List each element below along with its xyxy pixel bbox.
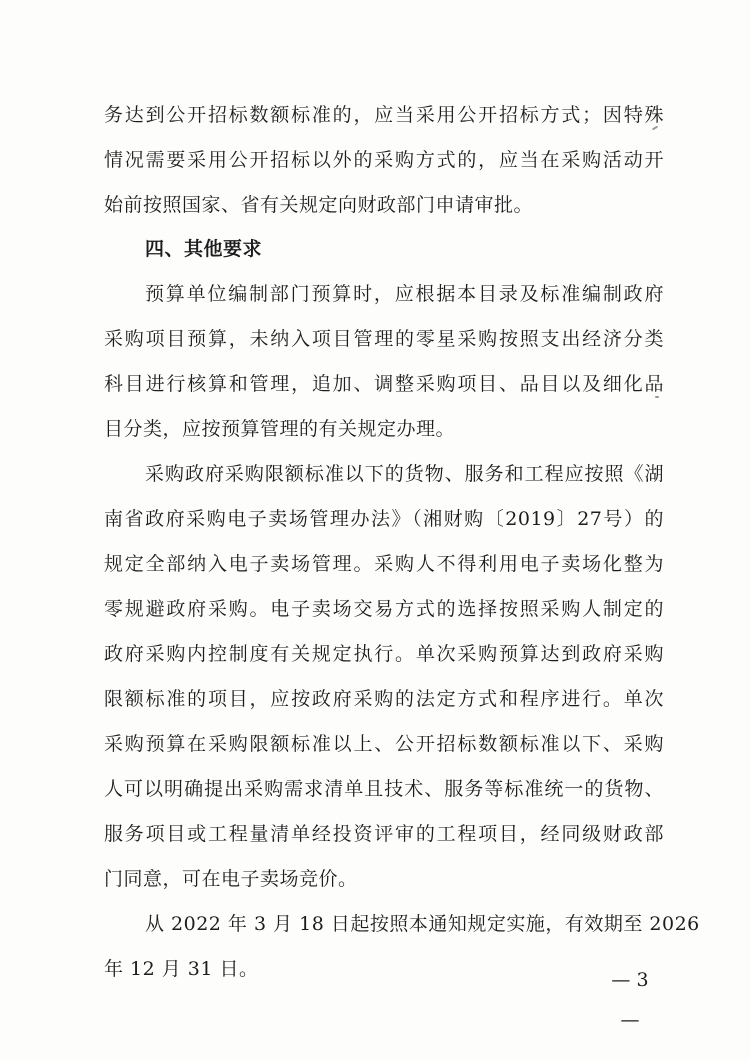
body-text-line: 人可以明确提出采购需求清单且技术、服务等标准统一的货物、: [104, 778, 664, 800]
body-text-line: 从 2022 年 3 月 18 日起按照本通知规定实施，有效期至 2026: [145, 913, 700, 935]
body-text-line: 采购政府采购限额标准以下的货物、服务和工程应按照《湖: [145, 463, 664, 485]
body-text-line: 始前按照国家、省有关规定向财政部门申请审批。: [104, 194, 534, 216]
body-text-line: 南省政府采购电子卖场管理办法》（湘财购〔2019〕27号）的: [104, 508, 664, 530]
body-text-line: 情况需要采用公开招标以外的采购方式的，应当在采购活动开: [104, 149, 664, 171]
body-text-line: 服务项目或工程量清单经投资评审的工程项目，经同级财政部: [104, 823, 664, 845]
body-text-line: 零规避政府采购。电子卖场交易方式的选择按照采购人制定的: [104, 598, 664, 620]
body-text-line: 采购项目预算，未纳入项目管理的零星采购按照支出经济分类: [104, 328, 664, 350]
section-heading: 四、其他要求: [145, 238, 263, 260]
body-text-line: 采购预算在采购限额标准以上、公开招标数额标准以下、采购: [104, 733, 664, 755]
body-text-line: 预算单位编制部门预算时，应根据本目录及标准编制政府: [145, 283, 664, 305]
scan-speck: [655, 396, 659, 398]
body-text-line: 限额标准的项目，应按政府采购的法定方式和程序进行。单次: [104, 688, 664, 710]
body-text-line: 务达到公开招标数额标准的，应当采用公开招标方式；因特殊: [104, 104, 664, 126]
body-text-line: 门同意，可在电子卖场竞价。: [104, 868, 358, 890]
body-text-line: 目分类，应按预算管理的有关规定办理。: [104, 418, 456, 440]
body-text-line: 规定全部纳入电子卖场管理。采购人不得利用电子卖场化整为: [104, 553, 664, 575]
body-text-line: 科目进行核算和管理，追加、调整采购项目、品目以及细化品: [104, 373, 664, 395]
page-number: — 3 —: [611, 969, 649, 1031]
body-text-line: 年 12 月 31 日。: [104, 958, 259, 980]
body-text-line: 政府采购内控制度有关规定执行。单次采购预算达到政府采购: [104, 643, 664, 665]
